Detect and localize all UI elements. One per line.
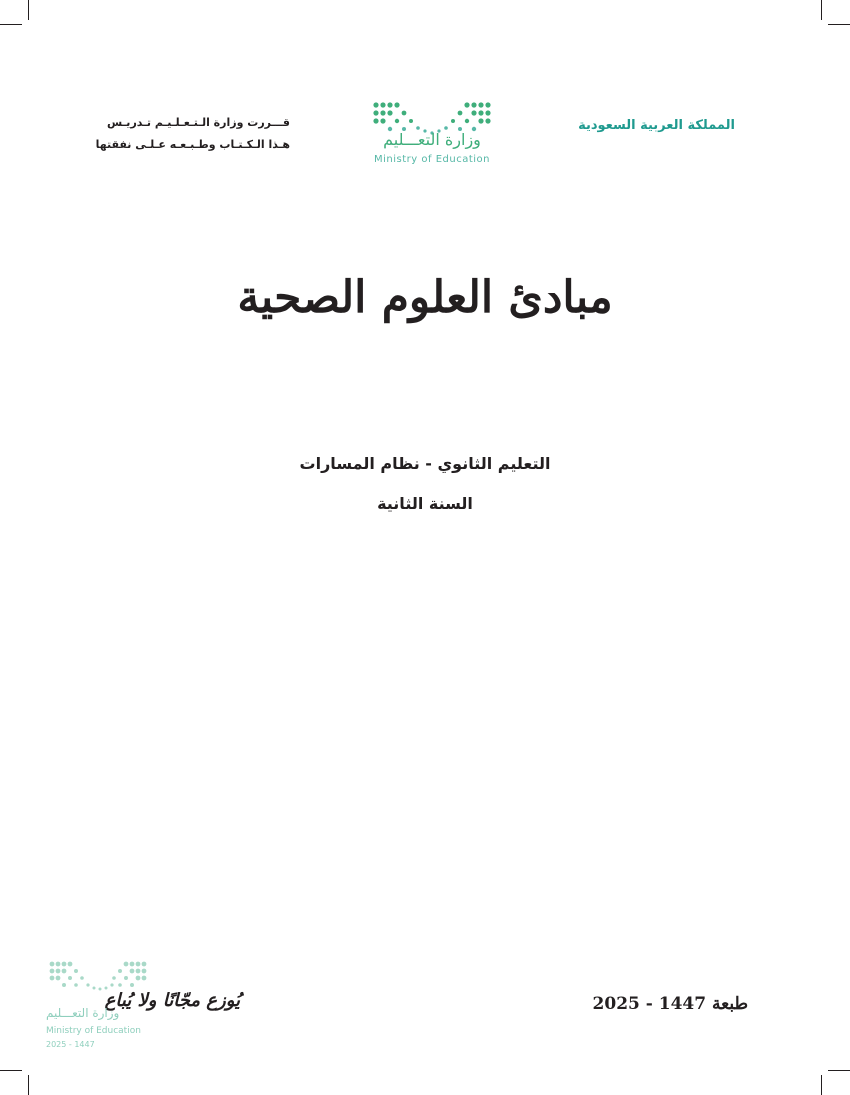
crop-mark-top-left-h <box>0 24 22 25</box>
crop-mark-bottom-right-v <box>821 1075 822 1095</box>
crop-mark-top-left-v <box>28 0 29 20</box>
crop-mark-top-right-h <box>828 24 850 25</box>
approval-line-1: قـــررت وزارة الـتـعـلـيـم تـدريـس <box>107 116 290 129</box>
kingdom-name: المملكة العربية السعودية <box>578 118 735 133</box>
crop-mark-bottom-right-h <box>828 1070 850 1071</box>
crop-mark-top-right-v <box>821 0 822 20</box>
small-logo-years: 2025 - 1447 <box>46 1040 95 1049</box>
book-subtitle-year: السنة الثانية <box>377 494 473 513</box>
small-logo-arabic-text: وزارة التعـــليم <box>46 1006 120 1020</box>
book-title: مبادئ العلوم الصحية <box>237 272 613 323</box>
free-distribution-note: يُوزع مجّانًا ولا يُباع <box>104 990 240 1011</box>
crop-mark-bottom-left-h <box>0 1070 22 1071</box>
crop-mark-bottom-left-v <box>28 1075 29 1095</box>
book-subtitle-track: التعليم الثانوي - نظام المسارات <box>299 454 551 473</box>
ministry-approval-note <box>80 112 290 156</box>
small-logo-english-text: Ministry of Education <box>46 1026 141 1036</box>
logo-english-text: Ministry of Education <box>374 154 490 165</box>
approval-line-2: هـذا الـكـتـاب وطـبـعـه عـلـى نفقتها <box>95 138 290 151</box>
logo-arabic-text: وزارة التعـــليم <box>383 130 481 149</box>
edition-label: طبعة 1447 - 2025 <box>592 994 748 1014</box>
